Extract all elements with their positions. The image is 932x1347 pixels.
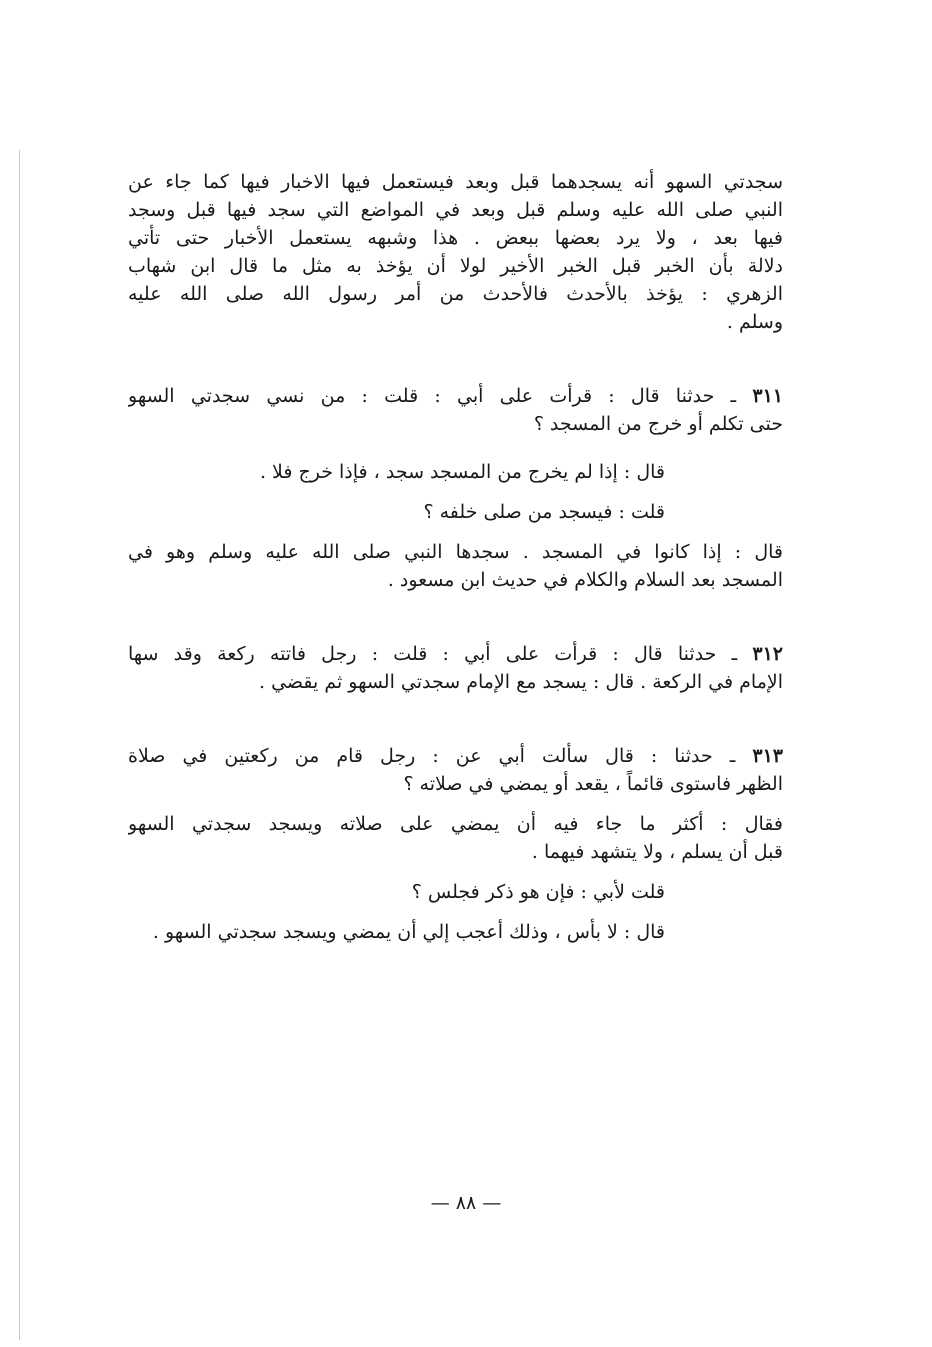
text-line: وسلم .	[726, 311, 783, 333]
text-line: الإمام في الركعة . قال : يسجد مع الإمام سجدتي السهو ثم يقضي .	[258, 671, 783, 693]
text-line: قلت : فيسجد من صلى خلفه ؟	[423, 501, 665, 523]
text-line: دلالة بأن الخبر قبل الخبر الأخير لولا أن يؤخذ به مثل ما قال ابن شهاب	[128, 255, 783, 277]
item-number: ٣١٢	[752, 643, 783, 665]
question-line	[128, 498, 783, 526]
text-line: قلت لأبي : فإن هو ذكر فجلس ؟	[411, 881, 665, 903]
answer-paragraph	[128, 538, 783, 594]
text-line: سجدتي السهو أنه يسجدهما قبل وبعد فيستعمل فيها الاخبار فيها كما جاء عن	[128, 171, 783, 193]
text-line: قال : إذا لم يخرج من المسجد سجد ، فإذا خرج فلا .	[259, 461, 665, 483]
item-number: ٣١١	[752, 385, 783, 407]
text-line-content: ـ حدثنا قال : قرأت على أبي : قلت : رجل فاتته ركعة وقد سها	[128, 643, 738, 665]
text-line: الظهر فاستوى قائماً ، يقعد أو يمضي في صلاته ؟	[403, 773, 783, 795]
text-line: المسجد بعد السلام والكلام في حديث ابن مسعود .	[387, 569, 783, 591]
paragraph-continuation	[128, 168, 783, 336]
page-margin-rule	[19, 150, 20, 1340]
text-line: حتى تكلم أو خرج من المسجد ؟	[533, 413, 783, 435]
text-line: قال : لا بأس ، وذلك أعجب إلي أن يمضي ويسجد سجدتي السهو .	[152, 921, 665, 943]
text-line-content: ـ حدثنا : قال سألت أبي عن : رجل قام من ركعتين في صلاة	[128, 745, 736, 767]
hadith-313	[128, 742, 783, 798]
hadith-311	[128, 382, 783, 438]
text-line: الزهري : يؤخذ بالأحدث فالأحدث من أمر رسول الله صلى الله عليه	[128, 283, 783, 305]
answer-line	[128, 918, 783, 946]
page-body	[128, 168, 783, 966]
hadith-312	[128, 640, 783, 696]
text-line	[128, 640, 783, 668]
answer-paragraph	[128, 810, 783, 866]
text-line: قال : إذا كانوا في المسجد . سجدها النبي صلى الله عليه وسلم وهو في	[128, 541, 783, 563]
text-line	[128, 742, 783, 770]
text-line: قبل أن يسلم ، ولا يتشهد فيهما .	[531, 841, 783, 863]
text-line: فيها بعد ، ولا يرد بعضها ببعض . هذا وشبهه يستعمل الأخبار حتى تأتي	[128, 227, 783, 249]
question-line	[128, 878, 783, 906]
text-line: فقال : أكثر ما جاء فيه أن يمضي على صلاته ويسجد سجدتي السهو	[128, 813, 783, 835]
page-number: — ٨٨ —	[430, 1192, 502, 1214]
text-line: النبي صلى الله عليه وسلم قبل وبعد في المواضع التي سجد فيها قبل وسجد	[128, 199, 783, 221]
item-number: ٣١٣	[752, 745, 783, 767]
answer-line	[128, 458, 783, 486]
text-line-content: ـ حدثنا قال : قرأت على أبي : قلت : من نسي سجدتي السهو	[128, 385, 737, 407]
text-line	[128, 382, 783, 410]
